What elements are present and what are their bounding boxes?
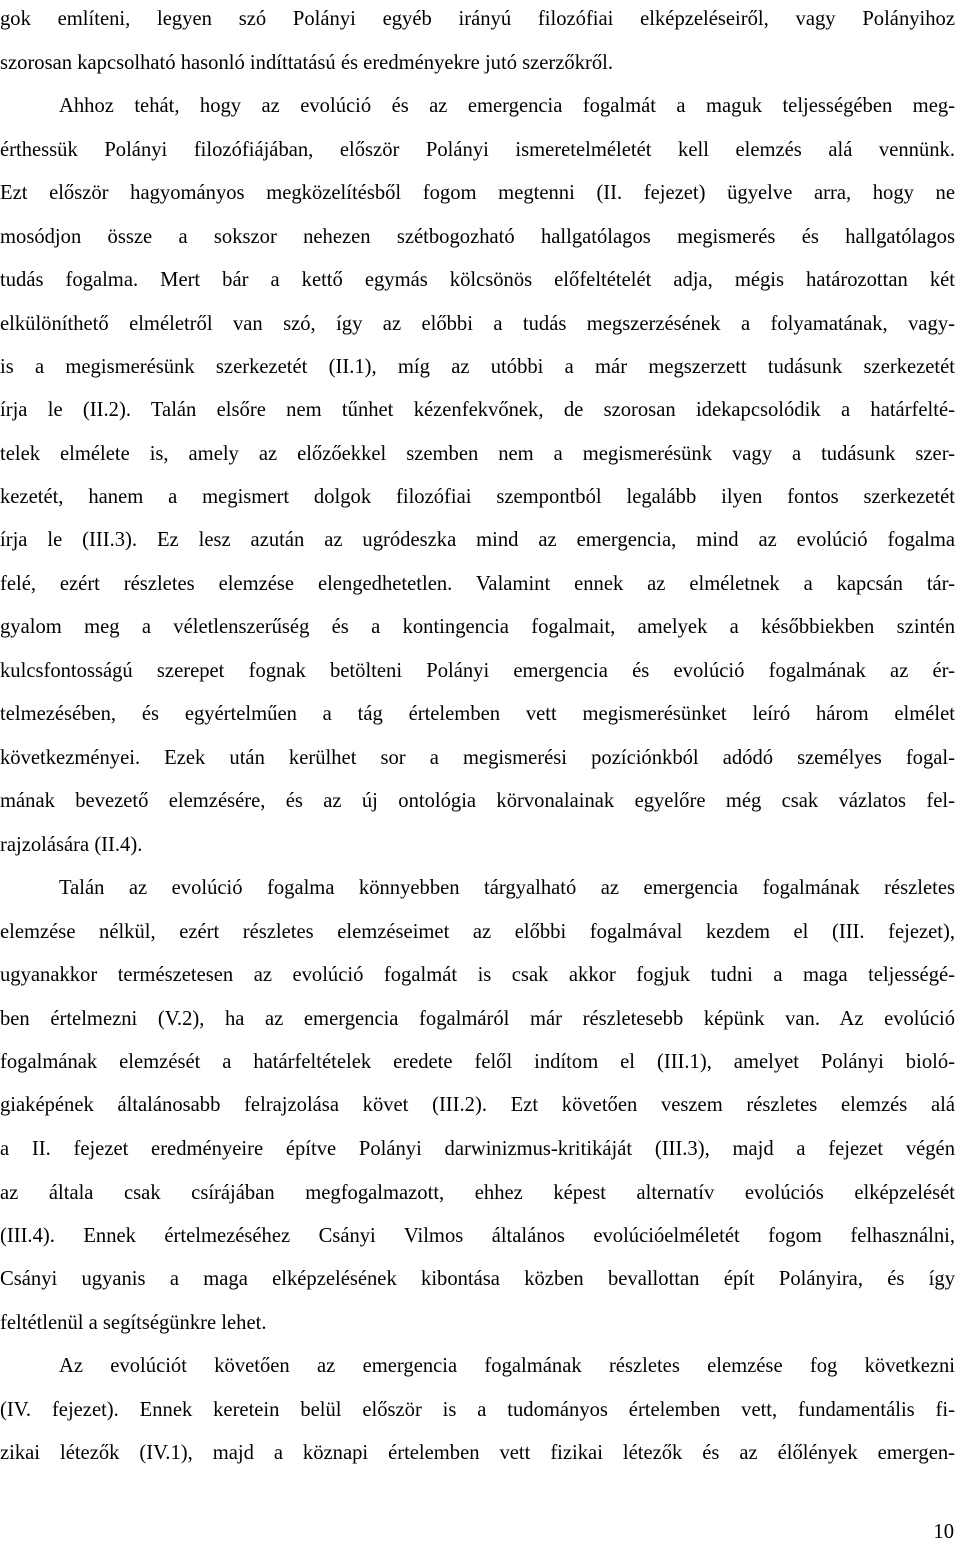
text-line: írja le (III.3). Ez lesz azután az ugródeszka mind az emergencia, mind az evolúció fogalma	[0, 529, 955, 551]
text-line: is a megismerésünk szerkezetét (II.1), míg az utóbbi a már megszerzett tudásunk szerkezetét	[0, 356, 955, 378]
text-line: telek elmélete is, amely az előzőekkel szemben nem a megismerésünk vagy a tudásunk szer-	[0, 443, 955, 465]
text-line: telmezésében, és egyértelműen a tág értelemben vett megismerésünket leíró három elmélet	[0, 703, 955, 725]
text-line: szorosan kapcsolható hasonló indíttatású és eredményekre jutó szerzőkről.	[0, 52, 614, 74]
text-line: gyalom meg a véletlenszerűség és a kontingencia fogalmait, amelyek a későbbiekben szintén	[0, 616, 955, 638]
text-line: mának bevezető elemzésére, és az új ontológia körvonalainak egyelőre még csak vázlatos fel-	[0, 790, 955, 812]
text-line: (IV. fejezet). Ennek keretein belül először is a tudományos értelemben vett, fundamentális fi-	[0, 1399, 955, 1421]
page-number: 10	[933, 1521, 954, 1543]
text-line: Ahhoz tehát, hogy az evolúció és az emergencia fogalmát a maguk teljességében meg-	[59, 95, 955, 117]
text-line: zikai létezők (IV.1), majd a köznapi értelemben vett fizikai létezők és az élőlények emergen-	[0, 1442, 955, 1464]
text-line: ugyanakkor természetesen az evolúció fogalmát is csak akkor fogjuk tudni a maga teljességé-	[0, 964, 955, 986]
text-line: mosódjon össze a sokszor nehezen szétbogozható hallgatólagos megismerés és hallgatólagos	[0, 226, 955, 248]
text-line: elkülöníthető elméletről van szó, így az előbbi a tudás megszerzésének a folyamatának, vagy-	[0, 313, 955, 335]
text-line: gok említeni, legyen szó Polányi egyéb irányú filozófiai elképzeléseiről, vagy Polányihoz	[0, 8, 955, 30]
text-line: ben értelmezni (V.2), ha az emergencia fogalmáról már részletesebb képünk van. Az evolúció	[0, 1008, 955, 1030]
text-line: tudás fogalma. Mert bár a kettő egymás kölcsönös előfeltételét adja, mégis határozottan két	[0, 269, 955, 291]
text-line: kezetét, hanem a megismert dolgok filozófiai szempontból legalább ilyen fontos szerkezetét	[0, 486, 955, 508]
text-line: rajzolására (II.4).	[0, 834, 143, 856]
text-line: felé, ezért részletes elemzése elengedhetetlen. Valamint ennek az elméletnek a kapcsán tár-	[0, 573, 955, 595]
text-line: fogalmának elemzését a határfeltételek eredete felől indítom el (III.1), amelyet Polányi bioló-	[0, 1051, 955, 1073]
text-line: írja le (II.2). Talán elsőre nem tűnhet kézenfekvőnek, de szorosan idekapcsolódik a határfelté-	[0, 399, 955, 421]
text-line: (III.4). Ennek értelmezéséhez Csányi Vilmos általános evolúcióelméletét fogom felhasználni,	[0, 1225, 955, 1247]
text-line: elemzése nélkül, ezért részletes elemzéseimet az előbbi fogalmával kezdem el (III. fejezet),	[0, 921, 955, 943]
text-line: érthessük Polányi filozófiájában, először Polányi ismeretelméletét kell elemzés alá vennünk.	[0, 139, 955, 161]
text-line: következményei. Ezek után kerülhet sor a megismerési pozíciónkból adódó személyes fogal-	[0, 747, 955, 769]
text-line: giaképének általánosabb felrajzolása követ (III.2). Ezt követően veszem részletes elemzés alá	[0, 1094, 955, 1116]
text-line: Az evolúciót követően az emergencia fogalmának részletes elemzése fog következni	[59, 1355, 955, 1377]
text-line: Talán az evolúció fogalma könnyebben tárgyalható az emergencia fogalmának részletes	[59, 877, 955, 899]
text-line: Csányi ugyanis a maga elképzelésének kibontása közben bevallottan épít Polányira, és így	[0, 1268, 955, 1290]
text-line: kulcsfontosságú szerepet fognak betölteni Polányi emergencia és evolúció fogalmának az ér-	[0, 660, 955, 682]
text-line: a II. fejezet eredményeire építve Polányi darwinizmus-kritikáját (III.3), majd a fejezet végén	[0, 1138, 955, 1160]
text-line: Ezt először hagyományos megközelítésből fogom megtenni (II. fejezet) ügyelve arra, hogy ne	[0, 182, 955, 204]
text-line: az általa csak csírájában megfogalmazott, ehhez képest alternatív evolúciós elképzelését	[0, 1182, 955, 1204]
text-line: feltétlenül a segítségünkre lehet.	[0, 1312, 267, 1334]
